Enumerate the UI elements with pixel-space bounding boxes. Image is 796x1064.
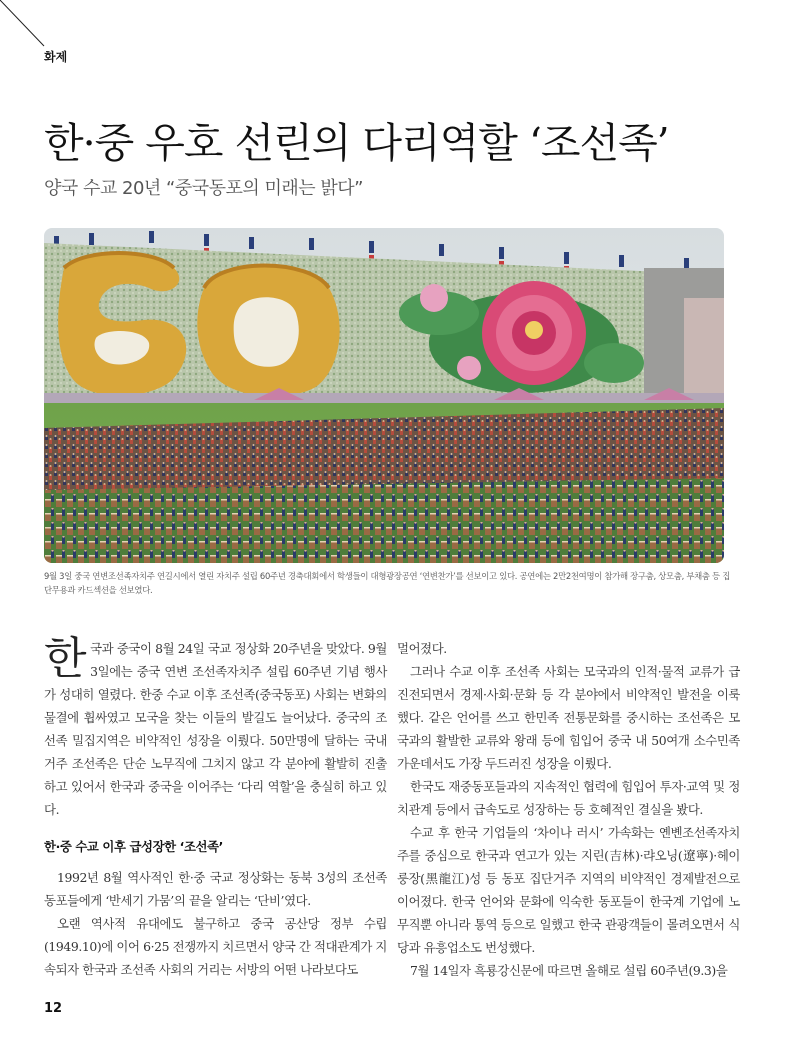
body-paragraph: 1992년 8월 역사적인 한·중 국교 정상화는 동북 3성의 조선족 동포들에게 ‘반세기 가뭄’의 끝을 알리는 ‘단비’였다.: [44, 870, 387, 908]
article-subtitle: 양국 수교 20년 “중국동포의 미래는 밝다”: [44, 178, 363, 199]
section-subheading: 한·중 수교 이후 급성장한 ‘조선족’: [44, 839, 223, 854]
body-paragraph: 7월 14일자 흑룡강신문에 따르면 올해로 설립 60주년(9.3)을: [410, 963, 728, 978]
section-tag: 화제: [44, 50, 68, 64]
article-column-right: [397, 637, 740, 982]
stadium-stands-right: [644, 268, 724, 398]
intro-paragraph: 한국과 중국이 8월 24일 국교 정상화 20주년을 맞았다. 9월 3일에는 중국 연변 조선족자치주 설립 60주년 기념 행사가 성대히 열렸다. 한중 수교 이후 조선족(중국동포) 사회는 변화의 물결에 휩싸였고 모국을 찾는 이들의 발길도 늘어났다. 중국의 조선족 밀집지역은 비약적인 성장을 이뤘다. 50만명에 달하는 국내 거주 조선족은 단순 노무직에 그치지 않고 각 분야에 활발히 진출하고 있어서 한국과 중국을 이어주는 ‘다리 역할’을 충실히 하고 있다.: [44, 633, 387, 817]
page-number: 12: [44, 1001, 63, 1016]
dropcap: 한: [44, 633, 87, 684]
body-paragraph: 오랜 역사적 유대에도 불구하고 중국 공산당 정부 수립(1949.10)에 이어 6·25 전쟁까지 치르면서 양국 간 적대관계가 지속되자 한국과 조선족 사회의 거리는 서방의 어떤 나라보다도: [44, 916, 387, 977]
body-paragraph: 수교 후 한국 기업들의 ‘차이나 러시’ 가속화는 옌볜조선족자치주를 중심으로 한국과 연고가 있는 지린(吉林)·랴오닝(遼寧)·헤이룽장(黑龍江)성 등 동포 집단거주 지역의 비약적인 경제발전으로 이어졌다. 한국 언어와 문화에 익숙한 동포들이 한국계 기업에 노무직뿐 아니라 통역 등으로 일했고 한국 관광객들이 몰려오면서 식당과 유흥업소도 번성했다.: [397, 825, 740, 955]
photo-caption: 9월 3일 중국 연변조선족자치주 연길시에서 열린 자치주 설립 60주년 경축대회에서 학생들이 대형광장공연 ‘연변찬가’를 선보이고 있다. 공연에는 2만2천여명이 참가해 장구춤, 상모춤, 부채춤 등 집단무용과 카드섹션을 선보였다.: [44, 571, 731, 595]
body-paragraph: 멀어졌다.: [397, 641, 447, 656]
stadium-performance-photo: [44, 228, 724, 563]
body-paragraph: 한국도 재중동포들과의 지속적인 협력에 힘입어 투자·교역 및 정치관계 등에서 급속도로 성장하는 등 호혜적인 결실을 봤다.: [397, 779, 740, 817]
article-column-left: [44, 633, 387, 981]
article-title: 한·중 우호 선린의 다리역할 ‘조선족’: [44, 119, 669, 167]
body-paragraph: 그러나 수교 이후 조선족 사회는 모국과의 인적·물적 교류가 급진전되면서 경제·사회·문화 등 각 분야에서 비약적인 발전을 이룩했다. 같은 언어를 쓰고 한민족 전통문화를 중시하는 조선족은 모국과의 활발한 교류와 왕래 등에 힘입어 중국 내 50여개 소수민족 가운데서도 가장 두드러진 성장을 이뤘다.: [397, 664, 740, 771]
